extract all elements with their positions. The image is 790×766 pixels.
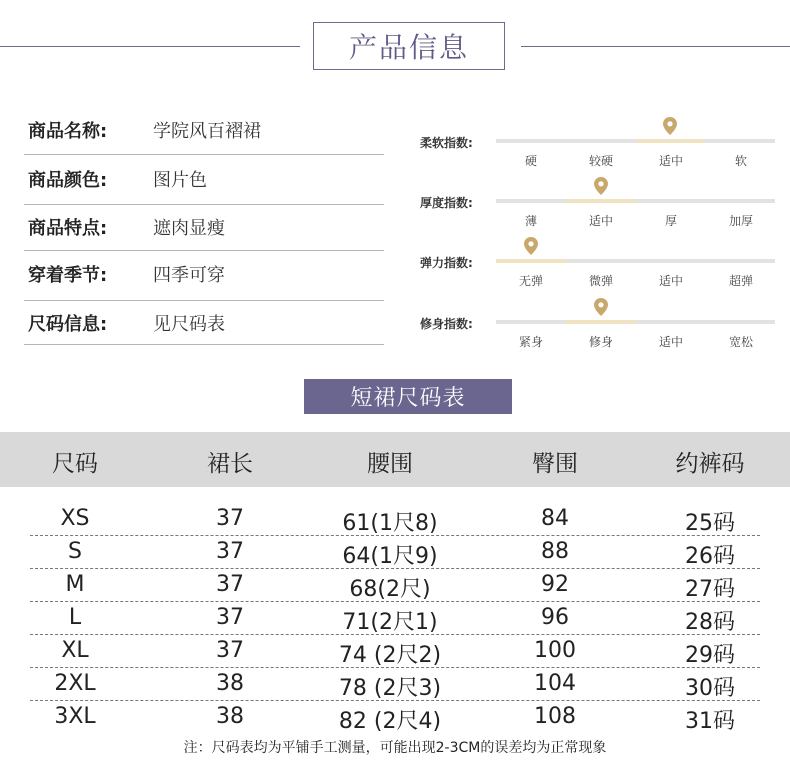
table-cell: 29码 [685,643,735,668]
measurement-note: 注：尺码表均为平铺手工测量，可能出现2-3CM的误差均为正常现象 [183,740,607,756]
table-cell: 74 (2尺2) [338,643,442,668]
table-row [0,536,790,569]
header-line-left [0,46,300,47]
index-fit [420,305,780,365]
table-row [0,569,790,602]
info-value: 学院风百褶裙 [153,121,261,142]
table-cell: 78 (2尺3) [338,676,442,701]
table-cell: M [65,572,85,597]
table-cell: 88 [541,539,569,564]
table-cell: 37 [216,539,244,564]
table-cell: 92 [541,572,569,597]
info-row-color [24,156,384,202]
table-cell: 31码 [685,709,735,734]
index-bar [496,320,775,324]
header-line-right [521,46,790,47]
index-option: 超弹 [728,274,753,288]
info-label: 商品名称: [28,121,108,142]
index-highlight [636,139,706,143]
table-cell: 37 [216,572,244,597]
info-label: 商品特点: [28,218,108,239]
index-option: 宽松 [728,335,753,349]
info-row-name [24,107,384,153]
index-highlight [566,320,636,324]
index-option: 厚 [664,214,677,228]
location-pin-icon [663,117,677,135]
info-label: 商品颜色: [28,170,108,191]
index-softness [420,124,780,184]
size-table-title: 短裙尺码表 [304,379,512,414]
index-option: 无弹 [518,274,543,288]
index-label: 柔软指数: [420,136,473,150]
table-cell: 30码 [685,676,735,701]
info-value: 遮肉显瘦 [153,218,225,239]
table-cell: 84 [541,506,569,531]
info-value: 见尺码表 [153,314,225,335]
size-table-header [0,432,790,487]
table-cell: 71(2尺1) [342,610,438,635]
table-row [0,635,790,668]
index-bar [496,199,775,203]
table-cell: 28码 [685,610,735,635]
table-row [0,503,790,536]
table-cell: S [68,539,82,564]
table-row [0,701,790,734]
index-option: 软 [734,154,747,168]
index-option: 适中 [588,214,613,228]
table-cell: 104 [534,671,576,696]
table-cell: 68(2尺) [349,577,431,602]
table-row [0,668,790,701]
index-option: 适中 [658,274,683,288]
table-cell: 61(1尺8) [342,511,438,536]
index-option: 较硬 [588,154,613,168]
table-cell: 37 [216,605,244,630]
index-option: 适中 [658,154,683,168]
info-row-features [24,204,384,250]
table-cell: 3XL [54,704,96,729]
info-row-season [24,251,384,297]
info-label: 穿着季节: [28,265,108,286]
table-cell: L [68,605,82,630]
index-option: 修身 [588,335,613,349]
index-label: 修身指数: [420,317,473,331]
table-cell: 38 [216,704,244,729]
column-header: 裙长 [207,451,253,477]
table-cell: 25码 [685,511,735,536]
table-cell: 82 (2尺4) [338,709,442,734]
column-header: 腰围 [367,451,413,477]
location-pin-icon [524,237,538,255]
index-highlight [566,199,636,203]
table-cell: 27码 [685,577,735,602]
index-label: 弹力指数: [420,256,473,270]
table-cell: XL [61,638,89,663]
info-row-size [24,300,384,346]
index-option: 加厚 [728,214,753,228]
table-cell: 37 [216,638,244,663]
index-option: 硬 [524,154,537,168]
table-cell: XS [60,506,90,531]
table-cell: 100 [534,638,576,663]
location-pin-icon [594,177,608,195]
table-cell: 2XL [54,671,96,696]
index-elasticity [420,244,780,304]
table-cell: 37 [216,506,244,531]
table-cell: 96 [541,605,569,630]
table-cell: 38 [216,671,244,696]
column-header: 臀围 [532,451,578,477]
index-option: 紧身 [518,335,543,349]
index-option: 微弹 [588,274,613,288]
info-label: 尺码信息: [28,314,108,335]
info-value: 图片色 [153,170,207,191]
column-header: 约裤码 [675,451,745,477]
page-title: 产品信息 [313,22,505,70]
table-cell: 26码 [685,544,735,569]
table-cell: 108 [534,704,576,729]
info-value: 四季可穿 [153,265,225,286]
index-option: 适中 [658,335,683,349]
divider [24,154,384,155]
index-thickness [420,184,780,244]
table-cell: 64(1尺9) [342,544,438,569]
index-bar [496,139,775,143]
location-pin-icon [594,298,608,316]
table-row [0,602,790,635]
index-highlight [496,259,566,263]
index-label: 厚度指数: [420,196,473,210]
column-header: 尺码 [52,451,98,477]
index-bar [496,259,775,263]
divider [24,344,384,345]
index-option: 薄 [524,214,537,228]
